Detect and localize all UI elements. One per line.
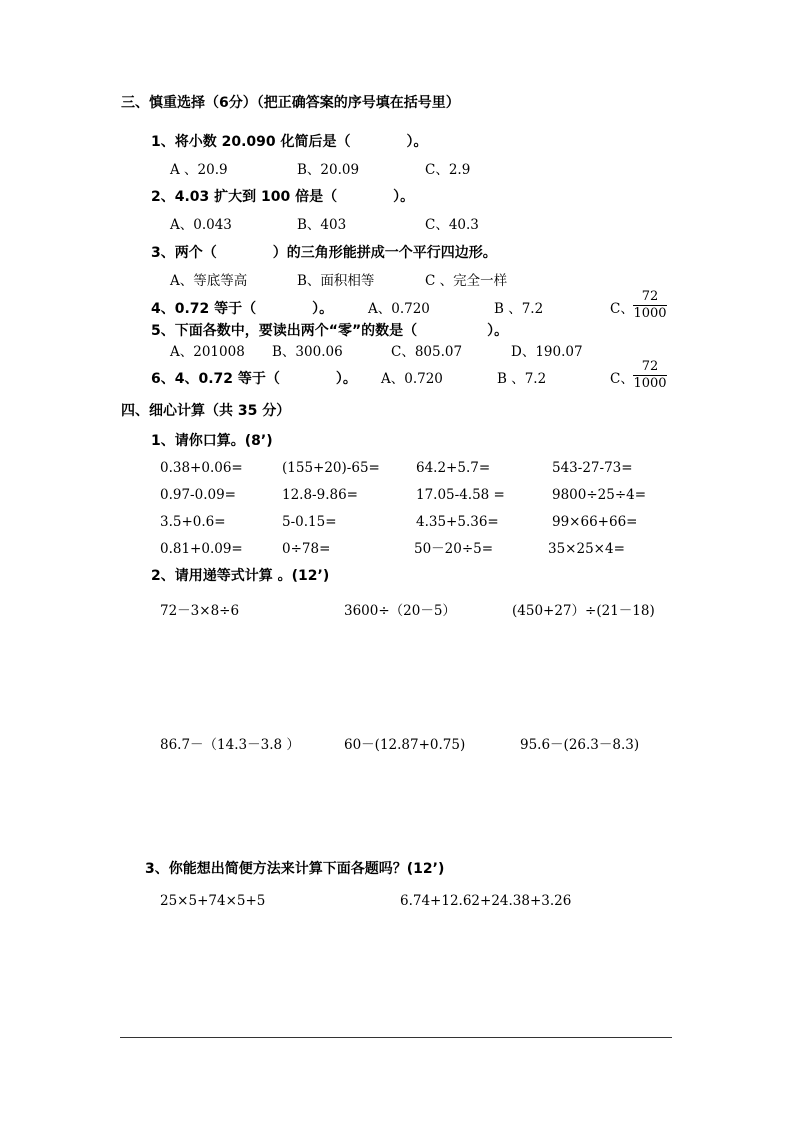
question-3-stem: 3、两个（ ）的三角形能拼成一个平行四边形。 xyxy=(151,245,497,261)
question-4-option-c-prefix: C、 xyxy=(610,301,634,317)
stepwise-problem: 95.6－(26.3－8.3) xyxy=(520,737,640,753)
question-4-fraction xyxy=(633,290,667,321)
shortcut-problem: 25×5+74×5+5 xyxy=(160,893,266,909)
part3-title: 3、你能想出简便方法来计算下面各题吗？(12’) xyxy=(145,861,445,877)
question-6-option-a: A、0.720 xyxy=(381,371,443,387)
question-5-option-d: D、190.07 xyxy=(511,344,583,360)
stepwise-problem: 3600÷（20－5） xyxy=(344,603,456,619)
mental-math-item: 0.81+0.09= xyxy=(160,541,243,557)
fraction-numerator: 72 xyxy=(633,360,667,376)
question-6-fraction xyxy=(633,360,667,391)
question-6-stem: 6、4、0.72 等于（ ）。 xyxy=(151,371,357,387)
fraction-denominator: 1000 xyxy=(633,376,667,391)
question-5-option-a: A、201008 xyxy=(170,344,245,360)
question-3-option-c: C 、完全一样 xyxy=(425,273,508,289)
question-6-option-c-prefix: C、 xyxy=(610,371,634,387)
question-3-option-b: B、面积相等 xyxy=(297,273,375,289)
question-6-option-b: B 、7.2 xyxy=(497,371,547,387)
mental-math-item: 99×66+66= xyxy=(552,514,638,530)
mental-math-item: 5-0.15= xyxy=(282,514,337,530)
question-2-stem: 2、4.03 扩大到 100 倍是（ ）。 xyxy=(151,189,415,205)
mental-math-item: 12.8-9.86= xyxy=(282,487,358,503)
mental-math-item: 543-27-73= xyxy=(552,460,633,476)
mental-math-item: 0.38+0.06= xyxy=(160,460,243,476)
mental-math-item: 9800÷25÷4= xyxy=(552,487,647,503)
part1-title: 1、请你口算。(8’) xyxy=(151,433,273,449)
mental-math-item: 0÷78= xyxy=(282,541,331,557)
stepwise-problem: 60－(12.87+0.75) xyxy=(344,737,466,753)
question-5-stem: 5、下面各数中，要读出两个“零”的数是（ ）。 xyxy=(151,323,509,339)
mental-math-item: 3.5+0.6= xyxy=(160,514,226,530)
question-4-option-a: A、0.720 xyxy=(368,301,430,317)
fraction-numerator: 72 xyxy=(633,290,667,306)
mental-math-item: 50－20÷5= xyxy=(414,541,494,557)
question-2-option-c: C、40.3 xyxy=(425,217,479,233)
shortcut-problem: 6.74+12.62+24.38+3.26 xyxy=(400,893,572,909)
mental-math-item: (155+20)-65= xyxy=(282,460,380,476)
part2-title: 2、请用递等式计算 。(12’) xyxy=(151,568,330,584)
question-5-option-b: B、300.06 xyxy=(272,344,343,360)
question-5-option-c: C、805.07 xyxy=(391,344,463,360)
stepwise-problem: (450+27）÷(21－18) xyxy=(512,603,655,619)
question-1-option-b: B、20.09 xyxy=(297,162,360,178)
question-1-option-c: C、2.9 xyxy=(425,162,471,178)
bottom-divider xyxy=(120,1037,672,1038)
fraction-denominator: 1000 xyxy=(633,306,667,321)
question-1-stem: 1、将小数 20.090 化简后是（ ）。 xyxy=(151,134,428,150)
mental-math-item: 64.2+5.7= xyxy=(416,460,491,476)
section4-title: 四、细心计算（共 35 分） xyxy=(121,403,291,419)
mental-math-item: 4.35+5.36= xyxy=(416,514,499,530)
question-4-option-b: B 、7.2 xyxy=(494,301,544,317)
stepwise-problem: 86.7－（14.3－3.8 ） xyxy=(160,737,300,753)
mental-math-item: 35×25×4= xyxy=(548,541,625,557)
stepwise-problem: 72－3×8÷6 xyxy=(160,603,240,619)
question-4-stem: 4、0.72 等于（ ）。 xyxy=(151,301,334,317)
question-2-option-a: A、0.043 xyxy=(170,217,232,233)
mental-math-item: 17.05-4.58 = xyxy=(416,487,505,503)
section3-title: 三、慎重选择（6分）（把正确答案的序号填在括号里） xyxy=(121,95,460,111)
question-1-option-a: A 、20.9 xyxy=(170,162,228,178)
mental-math-item: 0.97-0.09= xyxy=(160,487,236,503)
question-2-option-b: B、403 xyxy=(297,217,347,233)
question-3-option-a: A、等底等高 xyxy=(170,273,248,289)
